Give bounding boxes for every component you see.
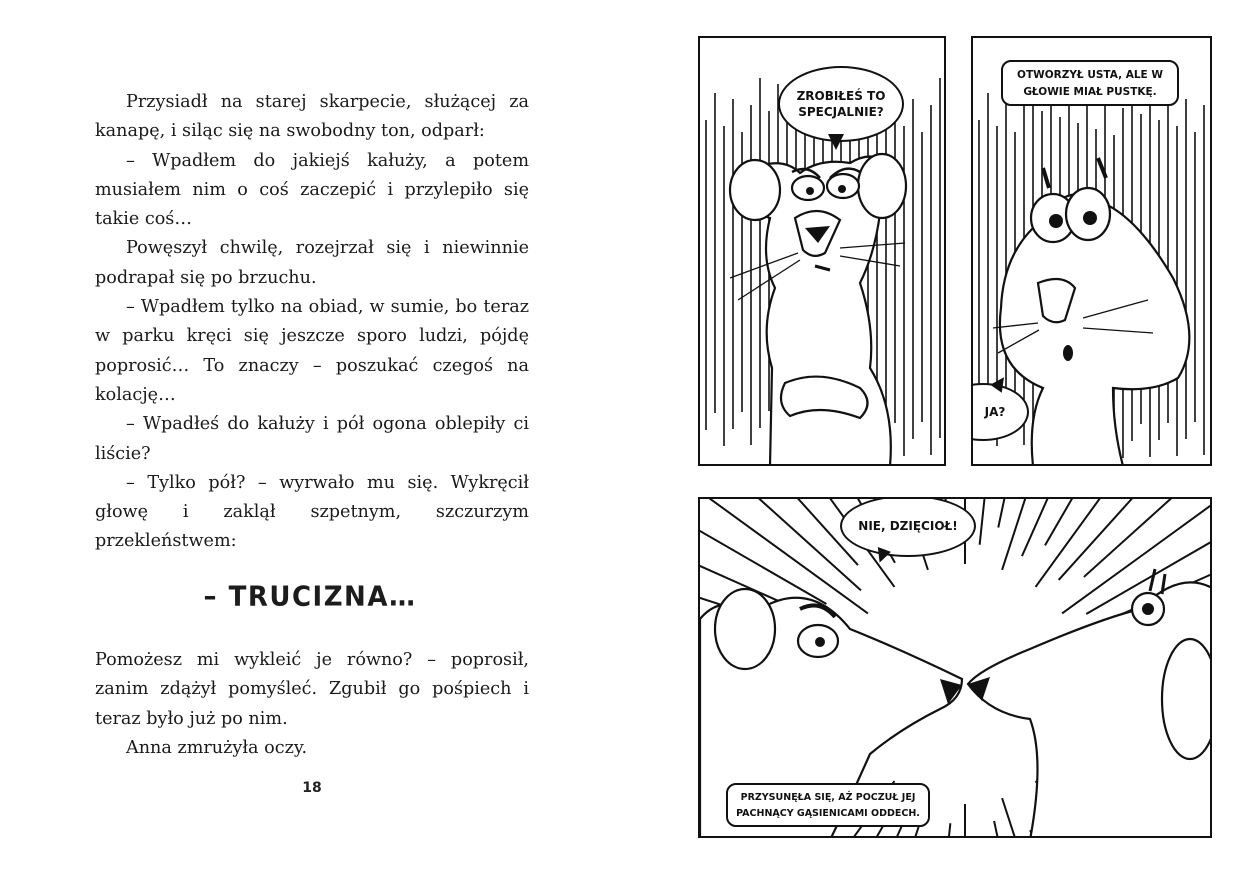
paragraph: – Wpadłem tylko na obiad, w sumie, bo teraz w parku kręci się jeszcze sporo ludzi, pójdę poprosić… To znaczy – poszukać czegoś na kolację… xyxy=(95,297,529,405)
bubble-tail xyxy=(828,134,844,150)
comic-panel-2 xyxy=(971,36,1212,466)
speech-bubble xyxy=(840,497,976,557)
speech-bubble xyxy=(778,66,904,142)
paragraph: – Tylko pół? – wyrwało mu się. Wykręcił głowę i zaklął szpetnym, szczurzym przekleństwem: xyxy=(95,472,529,552)
rat-female-illustration xyxy=(730,154,906,466)
text-block-top xyxy=(95,88,529,557)
paragraph: Anna zmrużyła oczy. xyxy=(126,737,308,758)
text-block-bottom xyxy=(95,646,529,763)
paragraph: Pomożesz mi wykleić je równo? – poprosił, zanim zdążył pomyśleć. Zgubił go pośpiech i teraz było już po nim. xyxy=(95,650,529,729)
narration-caption: PRZYSUNĘŁA SIĘ, AŻ POCZUŁ JEJ PACHNĄCY GĄSIENICAMI ODDECH. xyxy=(726,783,930,827)
page-number: 18 xyxy=(302,780,322,796)
bubble-text: ZROBIŁEŚ TO SPECJALNIE? xyxy=(796,89,886,119)
bubble-text: NIE, DZIĘCIOŁ! xyxy=(858,519,958,533)
bubble-text: JA? xyxy=(984,405,1006,419)
comic-panel-1 xyxy=(698,36,946,466)
paragraph: – Wpadłem do jakiejś kałuży, a potem musiałem nim o coś zaczepić i przylepiło się takie coś… xyxy=(95,150,529,230)
paragraph: Przysiadł na starej skarpecie, służącej za kanapę, i siląc się na swobodny ton, odparł: xyxy=(95,92,529,142)
rat-male-illustration xyxy=(1000,188,1189,466)
narration-caption: OTWORZYŁ USTA, ALE W GŁOWIE MIAŁ PUSTKĘ. xyxy=(1001,60,1179,106)
rat-male-profile-illustration xyxy=(968,582,1212,838)
paragraph: – Wpadłeś do kałuży i pół ogona oblepiły ci liście? xyxy=(95,414,529,464)
comic-panel-3 xyxy=(698,497,1212,838)
shout-heading: – TRUCIZNA… xyxy=(203,581,417,613)
paragraph: Powęszył chwilę, rozejrzał się i niewinnie podrapał się po brzuchu. xyxy=(95,238,529,288)
